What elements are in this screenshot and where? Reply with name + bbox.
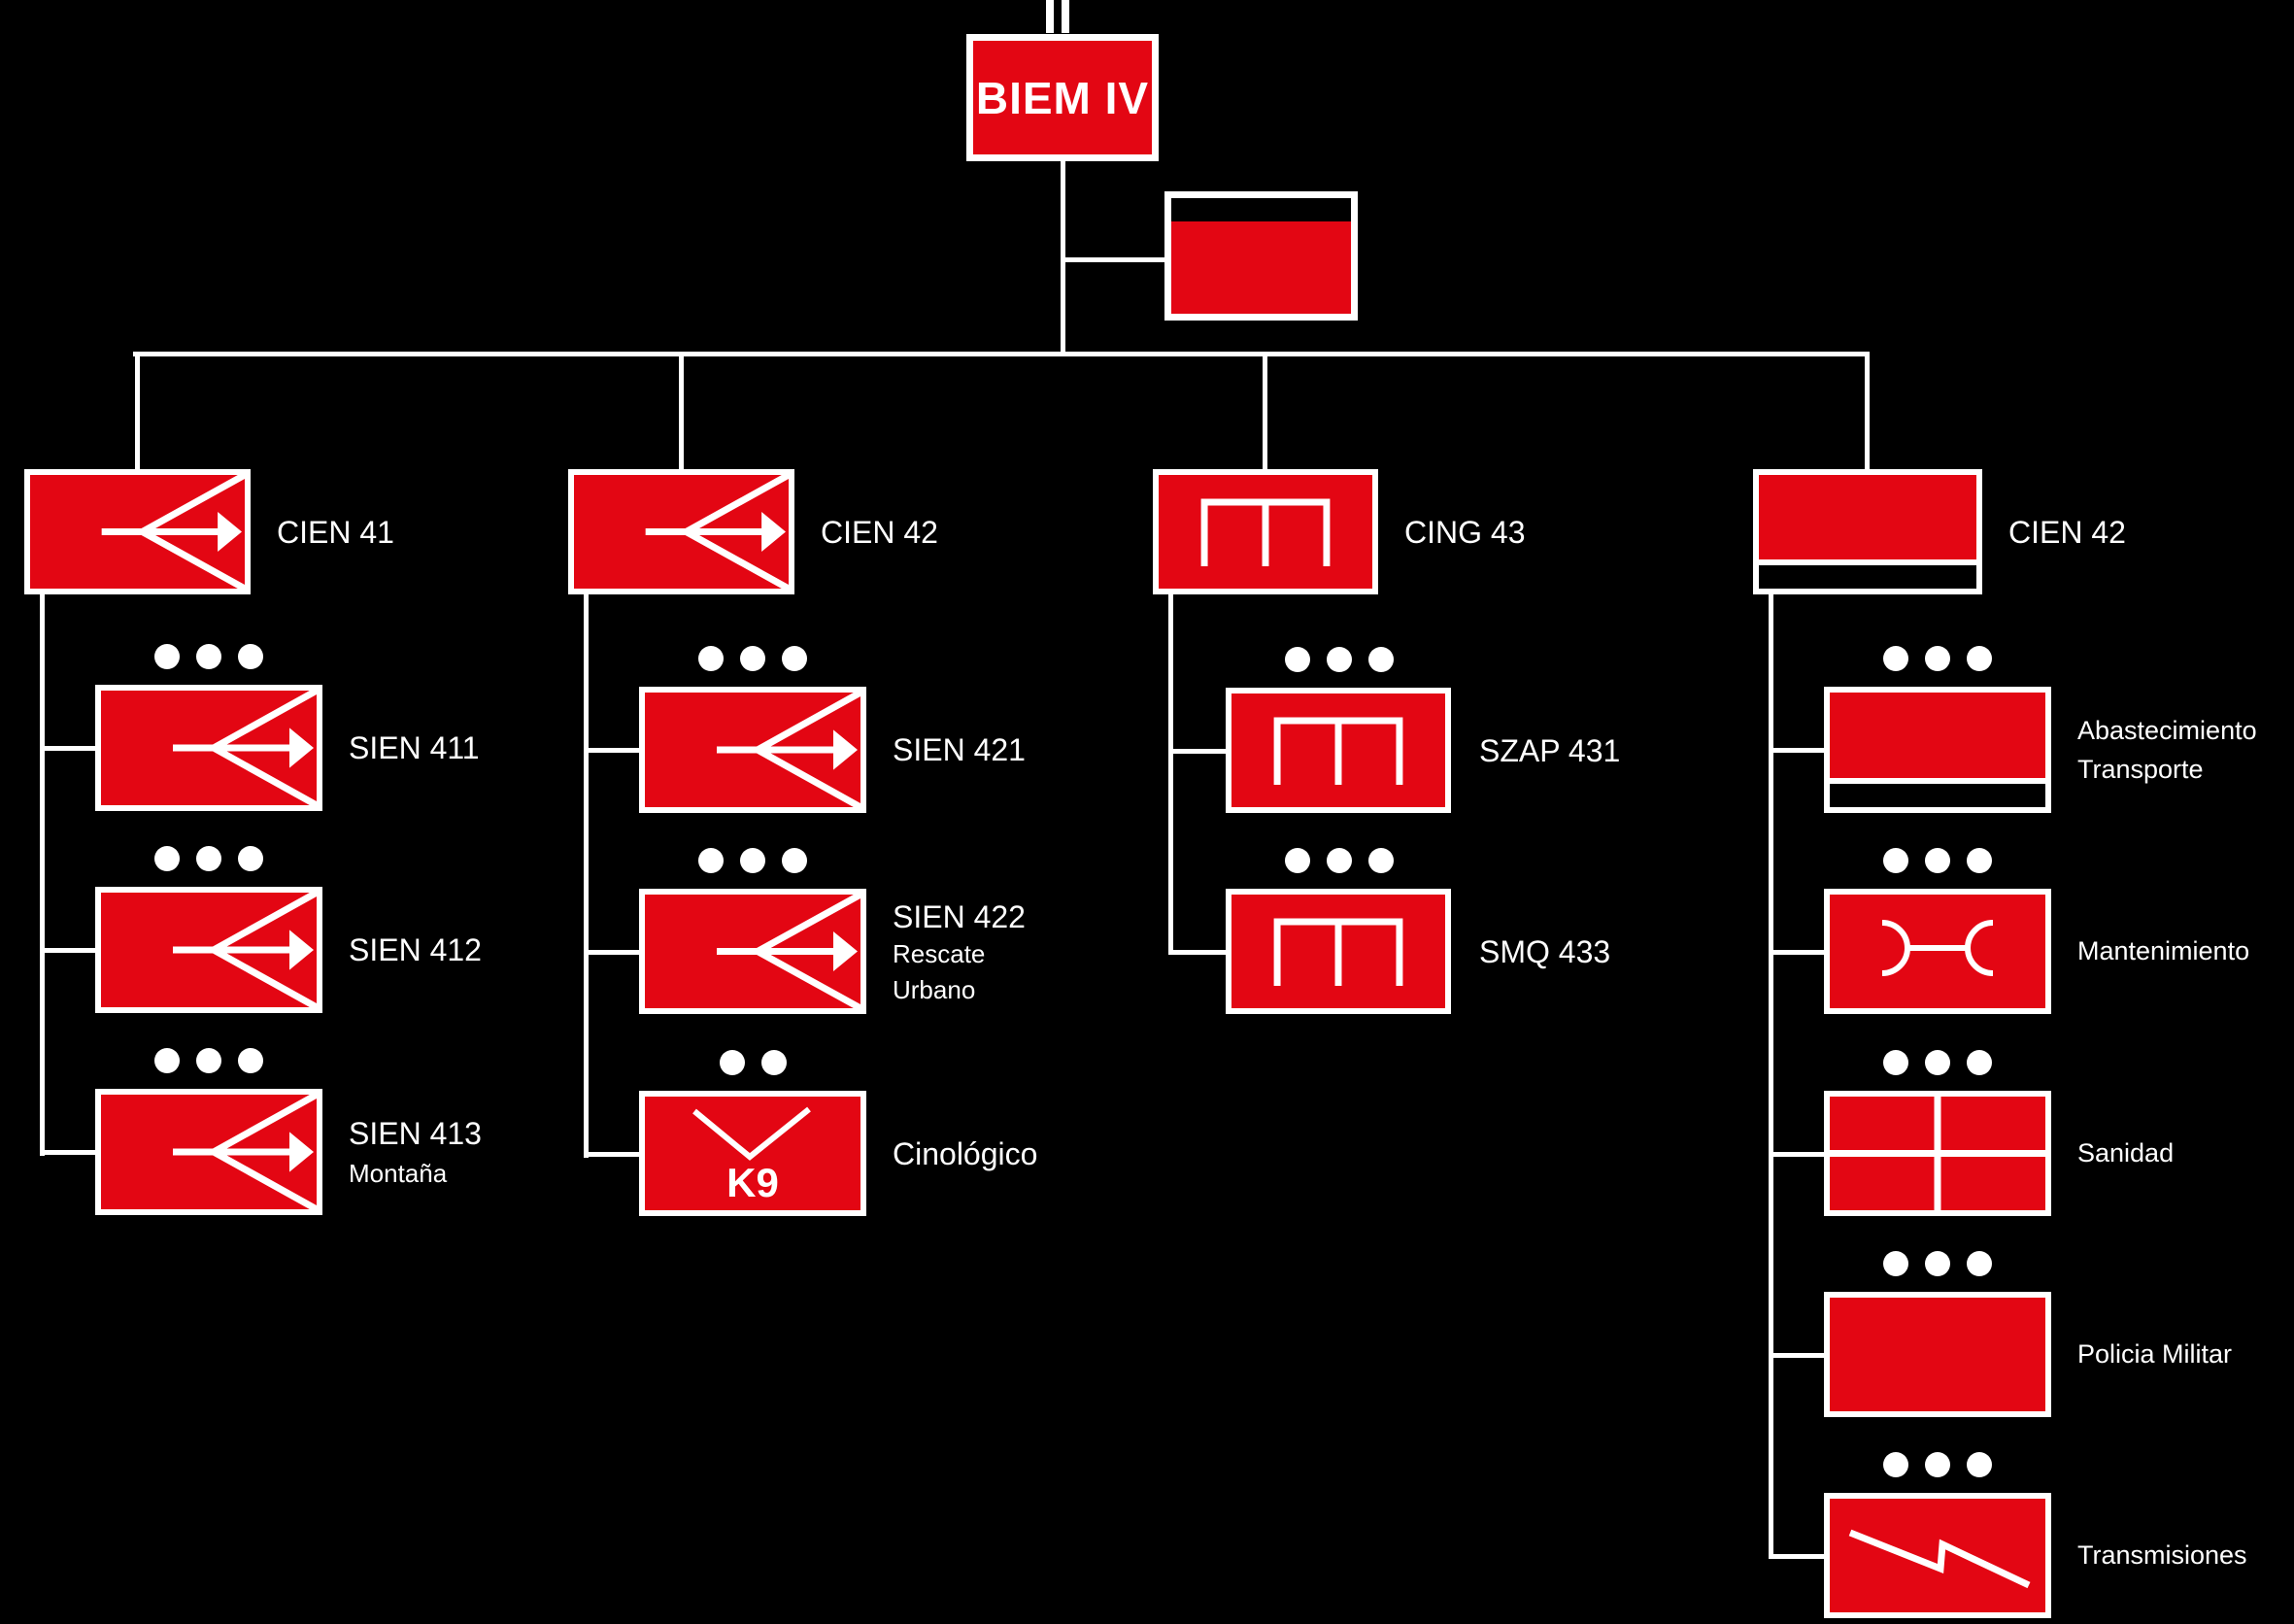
hq-connector-line	[1063, 257, 1166, 262]
echelon-dot	[1883, 646, 1908, 671]
col3-trunk-line	[1168, 594, 1173, 954]
logistics-band-icon	[1759, 475, 1976, 565]
echelon-dot	[196, 846, 221, 871]
engineer-arrow-icon	[30, 475, 245, 589]
branch-line-col1	[135, 352, 140, 469]
echelon-dot	[740, 646, 765, 671]
unit-box-sien-411	[95, 685, 322, 811]
unit-box-smq-433	[1226, 889, 1451, 1014]
branch-line-col4	[1865, 352, 1870, 469]
echelon-dots	[1824, 1048, 2051, 1077]
unit-label: CIEN 41	[277, 514, 394, 550]
unit-label: SIEN 411	[349, 730, 480, 765]
echelon-ii-bar	[1062, 0, 1069, 33]
branch-line-col3	[1263, 352, 1267, 469]
unit-box-cien-42-logistics	[1753, 469, 1982, 594]
echelon-dots	[1226, 645, 1453, 674]
engineer-arrow-icon	[574, 475, 789, 589]
stub-line	[1769, 1152, 1824, 1157]
unit-box-sien-422	[639, 889, 866, 1014]
echelon-dot	[1368, 848, 1394, 873]
echelon-dot	[1883, 1251, 1908, 1276]
echelon-dot	[1967, 1452, 1992, 1477]
unit-label: Cinológico	[893, 1135, 1038, 1171]
unit-label: CING 43	[1404, 514, 1526, 550]
unit-box-biem-iv	[966, 34, 1159, 161]
unit-box-policia-militar	[1824, 1292, 2051, 1417]
echelon-dots	[1824, 644, 2051, 673]
root-label: BIEM IV	[975, 72, 1150, 123]
echelon-dot	[1285, 647, 1310, 672]
echelon-dot	[698, 646, 724, 671]
unit-label: CIEN 42	[821, 514, 938, 550]
logistics-band-icon	[1830, 693, 2045, 784]
echelon-dot	[1327, 647, 1352, 672]
engineer-arrow-icon	[101, 691, 317, 805]
echelon-dots	[639, 1048, 866, 1077]
echelon-dot	[154, 1048, 180, 1073]
echelon-dot	[1967, 1251, 1992, 1276]
echelon-dot	[1925, 1251, 1950, 1276]
echelon-dots	[95, 1046, 322, 1075]
k9-text: K9	[726, 1160, 779, 1205]
engineer-arrow-icon	[645, 693, 860, 807]
echelon-dot	[1925, 1050, 1950, 1075]
echelon-dot	[1967, 848, 1992, 873]
stub-line	[584, 950, 639, 955]
unit-label: SIEN 412	[349, 932, 482, 967]
echelon-dots	[1824, 1249, 2051, 1278]
unit-label: Transmisiones	[2077, 1540, 2247, 1571]
echelon-dot	[196, 644, 221, 669]
echelon-dot	[1883, 848, 1908, 873]
col4-trunk-line	[1769, 594, 1773, 1558]
unit-box-sien-413	[95, 1089, 322, 1215]
unit-label: SIEN 421	[893, 732, 1026, 767]
unit-label: Policia Militar	[2077, 1339, 2233, 1370]
echelon-dot	[1925, 1452, 1950, 1477]
bridge-icon	[1231, 694, 1445, 807]
stub-line	[40, 948, 95, 953]
echelon-dots	[95, 844, 322, 873]
engineer-arrow-icon	[101, 1095, 317, 1209]
stub-line	[40, 746, 95, 751]
engineer-arrow-icon	[101, 893, 317, 1007]
echelon-dot	[698, 848, 724, 873]
unit-box-sanidad	[1824, 1091, 2051, 1216]
unit-box-cien-41	[24, 469, 251, 594]
unit-box-szap-431	[1226, 688, 1451, 813]
distribution-line	[133, 352, 1870, 356]
unit-box-headquarters	[1164, 191, 1358, 321]
unit-label: SZAP 431	[1479, 732, 1621, 768]
stub-line	[1769, 950, 1824, 955]
col2-trunk-line	[584, 594, 589, 1158]
echelon-dot	[196, 1048, 221, 1073]
stub-line	[40, 1150, 95, 1155]
echelon-dot	[1967, 1050, 1992, 1075]
stub-line	[1769, 1353, 1824, 1358]
unit-label: SIEN 413 Montaña	[349, 1116, 482, 1189]
engineer-arrow-icon	[645, 895, 860, 1008]
unit-label: SMQ 433	[1479, 933, 1611, 969]
echelon-dot	[238, 846, 263, 871]
unit-box-sien-412	[95, 887, 322, 1013]
echelon-dot	[1925, 848, 1950, 873]
echelon-dot	[1368, 647, 1394, 672]
branch-line-col2	[679, 352, 684, 469]
echelon-dot	[720, 1050, 745, 1075]
echelon-dot	[1883, 1452, 1908, 1477]
echelon-dots	[95, 642, 322, 671]
unit-label: Abastecimiento Transporte	[2077, 715, 2257, 784]
echelon-ii-bar	[1046, 0, 1054, 33]
echelon-dot	[782, 848, 807, 873]
unit-label: Sanidad	[2077, 1138, 2175, 1168]
echelon-dot	[1285, 848, 1310, 873]
echelon-dot	[238, 644, 263, 669]
unit-box-abastecimiento	[1824, 687, 2051, 813]
unit-box-cing-43	[1153, 469, 1378, 594]
unit-box-cien-42	[568, 469, 794, 594]
bridge-icon	[1231, 895, 1445, 1008]
stub-line	[584, 1152, 639, 1157]
stub-line	[1769, 748, 1824, 753]
echelon-dots	[1824, 846, 2051, 875]
unit-box-transmisiones	[1824, 1493, 2051, 1618]
echelon-dot	[1883, 1050, 1908, 1075]
echelon-dot	[154, 846, 180, 871]
echelon-dots	[1226, 846, 1453, 875]
echelon-dots	[639, 846, 866, 875]
maintenance-icon	[1830, 895, 2045, 1008]
stub-line	[1168, 950, 1226, 955]
col1-trunk-line	[40, 594, 45, 1156]
unit-label: SIEN 422 Rescate Urbano	[893, 898, 1026, 1004]
echelon-dots	[1824, 1450, 2051, 1479]
unit-box-sien-421	[639, 687, 866, 813]
echelon-dot	[1327, 848, 1352, 873]
echelon-dot	[154, 644, 180, 669]
echelon-dot	[1967, 646, 1992, 671]
echelon-dot	[782, 646, 807, 671]
signal-flash-icon	[1830, 1499, 2045, 1612]
unit-box-mantenimiento	[1824, 889, 2051, 1014]
stub-line	[584, 748, 639, 753]
bridge-icon	[1159, 475, 1372, 589]
echelon-dot	[761, 1050, 787, 1075]
stub-line	[1168, 749, 1226, 754]
stub-line	[1769, 1554, 1824, 1559]
echelon-dot	[1925, 646, 1950, 671]
unit-box-k9	[639, 1091, 866, 1216]
echelon-dots	[639, 644, 866, 673]
unit-label: CIEN 42	[2008, 514, 2126, 550]
medical-cross-icon	[1830, 1097, 2045, 1210]
echelon-dot	[740, 848, 765, 873]
unit-label: Mantenimiento	[2077, 936, 2250, 966]
echelon-dot	[238, 1048, 263, 1073]
hq-black-band	[1171, 198, 1351, 221]
